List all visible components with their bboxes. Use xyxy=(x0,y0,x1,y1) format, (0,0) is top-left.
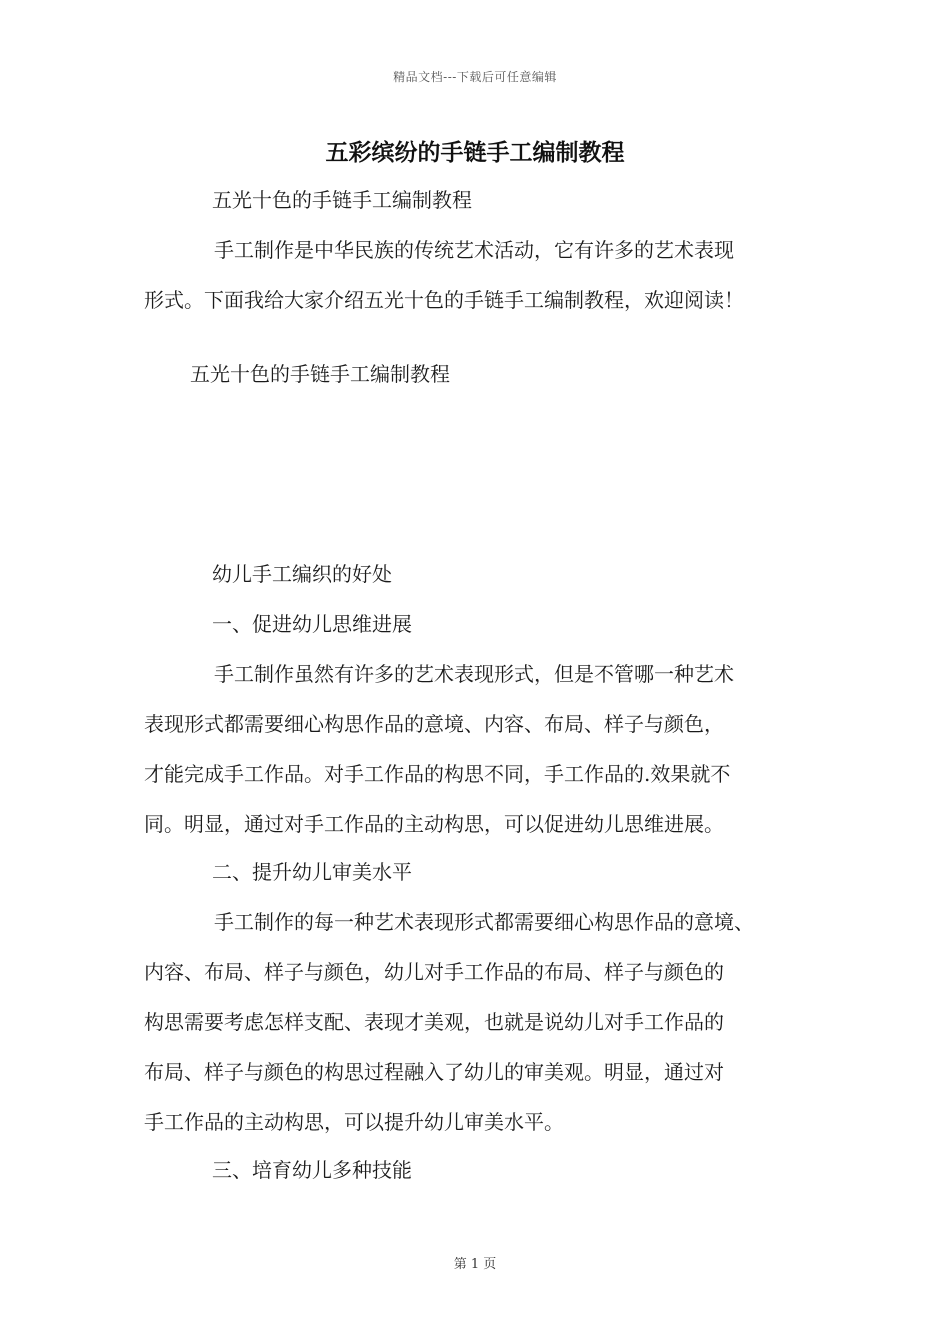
page-footer: 第 1 页 xyxy=(453,1257,497,1272)
page-header: 精品文档---下载后可任意编辑 xyxy=(393,70,557,84)
document-title: 五彩缤纷的手链手工编制教程 xyxy=(325,139,625,166)
paragraph-line: 才能完成手工作品。对手工作品的构思不同，手工作品的.效果就不 xyxy=(144,762,731,786)
paragraph-line: 表现形式都需要细心构思作品的意境、内容、布局、样子与颜色， xyxy=(144,712,724,736)
section-heading: 一、促进幼儿思维进展 xyxy=(212,612,412,636)
section-heading: 五光十色的手链手工编制教程 xyxy=(190,362,450,386)
section-heading: 三、培育幼儿多种技能 xyxy=(212,1158,412,1182)
paragraph-line: 内容、布局、样子与颜色，幼儿对手工作品的布局、样子与颜色的 xyxy=(144,960,724,984)
subtitle-line: 五光十色的手链手工编制教程 xyxy=(212,188,472,212)
paragraph-line: 布局、样子与颜色的构思过程融入了幼儿的审美观。明显，通过对 xyxy=(144,1060,724,1084)
paragraph-line: 手工作品的主动构思，可以提升幼儿审美水平。 xyxy=(144,1110,564,1134)
paragraph-line: 手工制作是中华民族的传统艺术活动，它有许多的艺术表现 xyxy=(214,238,734,262)
paragraph-line: 形式。下面我给大家介绍五光十色的手链手工编制教程，欢迎阅读！ xyxy=(144,288,744,312)
paragraph-line: 手工制作虽然有许多的艺术表现形式，但是不管哪一种艺术 xyxy=(214,662,734,686)
paragraph-line: 构思需要考虑怎样支配、表现才美观，也就是说幼儿对手工作品的 xyxy=(144,1010,724,1034)
paragraph-line: 手工制作的每一种艺术表现形式都需要细心构思作品的意境、 xyxy=(214,910,754,934)
paragraph-line: 同。明显，通过对手工作品的主动构思，可以促进幼儿思维进展。 xyxy=(144,812,724,836)
section-heading: 幼儿手工编织的好处 xyxy=(212,562,392,586)
section-heading: 二、提升幼儿审美水平 xyxy=(212,860,412,884)
